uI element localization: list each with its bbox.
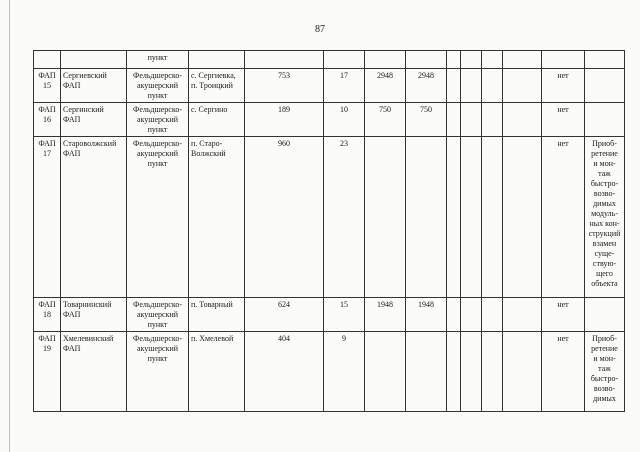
page-edge-line: [9, 0, 10, 452]
facility-type-line: акушерский: [136, 81, 179, 90]
facilities-table: [33, 50, 625, 412]
facility-name-cell: [61, 332, 127, 412]
value-cell-c5: [461, 69, 482, 103]
facility-type-line: пункт: [147, 320, 168, 329]
facility-location-line: Волжский: [191, 149, 226, 158]
row-number-cell: [34, 51, 61, 69]
facility-name-line: ФАП: [63, 81, 81, 90]
row-number-cell: [34, 298, 61, 332]
facility-type-line: Фельдшерско-: [133, 334, 182, 343]
facility-name-line: ФАП: [63, 115, 81, 124]
facility-type-cell: [127, 51, 189, 69]
facility-name-line: ФАП: [63, 149, 81, 158]
table-body: [34, 51, 625, 412]
value-cell-c5: [461, 298, 482, 332]
facility-location-cell: [189, 51, 245, 69]
value-cell-c7: [503, 103, 542, 137]
facility-type-line: акушерский: [136, 149, 179, 158]
value-cell-c4: [447, 69, 461, 103]
action-line: ных кон-: [589, 219, 620, 228]
row-number-cell: [34, 103, 61, 137]
row-number-line: ФАП: [38, 105, 56, 114]
facility-location-line: п. Старо-: [191, 139, 223, 148]
facility-type-cell: [127, 103, 189, 137]
value-cell-c1: [324, 51, 365, 69]
facility-name-line: Хмелевинский: [63, 334, 114, 343]
facility-name-cell: [61, 103, 127, 137]
row-number-line: 19: [43, 344, 51, 353]
action-line: струкций: [588, 229, 621, 238]
note-cell: нет: [542, 69, 585, 103]
facility-name-line: Товарнинский: [63, 300, 112, 309]
facility-name-cell: [61, 51, 127, 69]
value-cell-c1: 10: [324, 103, 365, 137]
table-row: [34, 103, 625, 137]
value-cell-c5: [461, 51, 482, 69]
row-number-line: 16: [43, 115, 51, 124]
action-line: щего: [596, 269, 613, 278]
value-cell-pop: 189: [245, 103, 324, 137]
value-cell-pop: 753: [245, 69, 324, 103]
value-cell-c3: 2948: [406, 69, 447, 103]
value-cell-c6: [482, 137, 503, 298]
action-line: объекта: [591, 279, 618, 288]
row-number-cell: [34, 332, 61, 412]
value-cell-c6: [482, 69, 503, 103]
value-cell-c3: [406, 332, 447, 412]
value-cell-c4: [447, 51, 461, 69]
note-cell: нет: [542, 298, 585, 332]
row-number-line: 18: [43, 310, 51, 319]
value-cell-c1: 23: [324, 137, 365, 298]
action-line: и мон-: [593, 354, 616, 363]
action-line: ствую-: [592, 259, 617, 268]
value-cell-c1: 17: [324, 69, 365, 103]
action-line: быстро-: [590, 374, 619, 383]
value-cell-c2: [365, 51, 406, 69]
facility-type-line: акушерский: [136, 115, 179, 124]
facility-location-cell: [189, 332, 245, 412]
facility-type-line: пункт: [147, 159, 168, 168]
facility-type-line: акушерский: [136, 310, 179, 319]
page-number: 87: [315, 24, 325, 35]
facility-type-line: пункт: [147, 91, 168, 100]
facility-name-line: Сергиевский: [63, 71, 107, 80]
value-cell-c2: 2948: [365, 69, 406, 103]
action-line: возво-: [593, 384, 616, 393]
value-cell-c1: 9: [324, 332, 365, 412]
value-cell-c7: [503, 298, 542, 332]
facility-name-line: ФАП: [63, 310, 81, 319]
note-cell: нет: [542, 332, 585, 412]
action-line: возво-: [593, 189, 616, 198]
facility-location-line: с. Сергино: [191, 105, 228, 114]
facility-location-cell: [189, 137, 245, 298]
value-cell-c7: [503, 69, 542, 103]
value-cell-c2: [365, 332, 406, 412]
facility-location-cell: [189, 298, 245, 332]
value-cell-c2: [365, 137, 406, 298]
facility-location-line: с. Сергиевка,: [191, 71, 236, 80]
row-number-cell: [34, 137, 61, 298]
value-cell-c6: [482, 298, 503, 332]
value-cell-pop: 960: [245, 137, 324, 298]
facility-type-line: пункт: [147, 53, 168, 62]
row-number-line: ФАП: [38, 300, 56, 309]
action-line: ретение: [591, 344, 618, 353]
value-cell-c5: [461, 103, 482, 137]
action-line: Приоб-: [592, 334, 617, 343]
table-row: [34, 137, 625, 298]
facility-location-cell: [189, 103, 245, 137]
facility-type-line: пункт: [147, 354, 168, 363]
value-cell-c6: [482, 103, 503, 137]
note-cell: нет: [542, 103, 585, 137]
facility-name-cell: [61, 298, 127, 332]
value-cell-c5: [461, 137, 482, 298]
value-cell-c2: 1948: [365, 298, 406, 332]
facility-type-line: Фельдшерско-: [133, 139, 182, 148]
row-number-line: 17: [43, 149, 51, 158]
action-line: ретение: [591, 149, 618, 158]
facility-type-cell: [127, 298, 189, 332]
row-number-line: ФАП: [38, 71, 56, 80]
action-line: димых: [593, 199, 616, 208]
action-line: взамен: [592, 239, 617, 248]
note-cell: нет: [542, 137, 585, 298]
value-cell-c7: [503, 51, 542, 69]
value-cell-c7: [503, 137, 542, 298]
facility-type-cell: [127, 69, 189, 103]
value-cell-c2: 750: [365, 103, 406, 137]
facility-type-line: Фельдшерско-: [133, 300, 182, 309]
value-cell-c1: 15: [324, 298, 365, 332]
facility-location-line: п. Хмелевой: [191, 334, 234, 343]
value-cell-c3: [406, 51, 447, 69]
value-cell-pop: [245, 51, 324, 69]
action-line: таж: [598, 364, 611, 373]
facility-name-line: Староволжский: [63, 139, 117, 148]
action-line: модуль-: [591, 209, 618, 218]
value-cell-pop: 624: [245, 298, 324, 332]
action-line: Приоб-: [592, 139, 617, 148]
value-cell-c6: [482, 51, 503, 69]
value-cell-pop: 404: [245, 332, 324, 412]
action-cell: [585, 69, 625, 103]
facility-type-line: Фельдшерско-: [133, 105, 182, 114]
facility-location-line: п. Троицкий: [191, 81, 233, 90]
value-cell-c3: 750: [406, 103, 447, 137]
table-row: [34, 298, 625, 332]
value-cell-c4: [447, 332, 461, 412]
action-line: и мон-: [593, 159, 616, 168]
table-row: [34, 69, 625, 103]
row-number-line: ФАП: [38, 139, 56, 148]
table-row: [34, 51, 625, 69]
action-cell: [585, 103, 625, 137]
note-cell: [542, 51, 585, 69]
value-cell-c3: 1948: [406, 298, 447, 332]
action-line: суще-: [594, 249, 615, 258]
action-line: димых: [593, 394, 616, 403]
value-cell-c4: [447, 137, 461, 298]
facility-type-line: акушерский: [136, 344, 179, 353]
row-number-line: ФАП: [38, 334, 56, 343]
value-cell-c4: [447, 103, 461, 137]
facility-name-line: ФАП: [63, 344, 81, 353]
facility-type-line: Фельдшерско-: [133, 71, 182, 80]
value-cell-c3: [406, 137, 447, 298]
facility-name-line: Сергинский: [63, 105, 104, 114]
action-line: таж: [598, 169, 611, 178]
action-cell: [585, 332, 625, 412]
action-cell: [585, 298, 625, 332]
action-cell: [585, 137, 625, 298]
action-cell: [585, 51, 625, 69]
value-cell-c6: [482, 332, 503, 412]
facility-location-line: п. Товарный: [191, 300, 233, 309]
facility-type-cell: [127, 137, 189, 298]
facility-name-cell: [61, 137, 127, 298]
facility-name-cell: [61, 69, 127, 103]
value-cell-c7: [503, 332, 542, 412]
value-cell-c5: [461, 332, 482, 412]
table-row: [34, 332, 625, 412]
facility-type-cell: [127, 332, 189, 412]
action-line: быстро-: [590, 179, 619, 188]
row-number-cell: [34, 69, 61, 103]
value-cell-c4: [447, 298, 461, 332]
facility-type-line: пункт: [147, 125, 168, 134]
row-number-line: 15: [43, 81, 51, 90]
facility-location-cell: [189, 69, 245, 103]
